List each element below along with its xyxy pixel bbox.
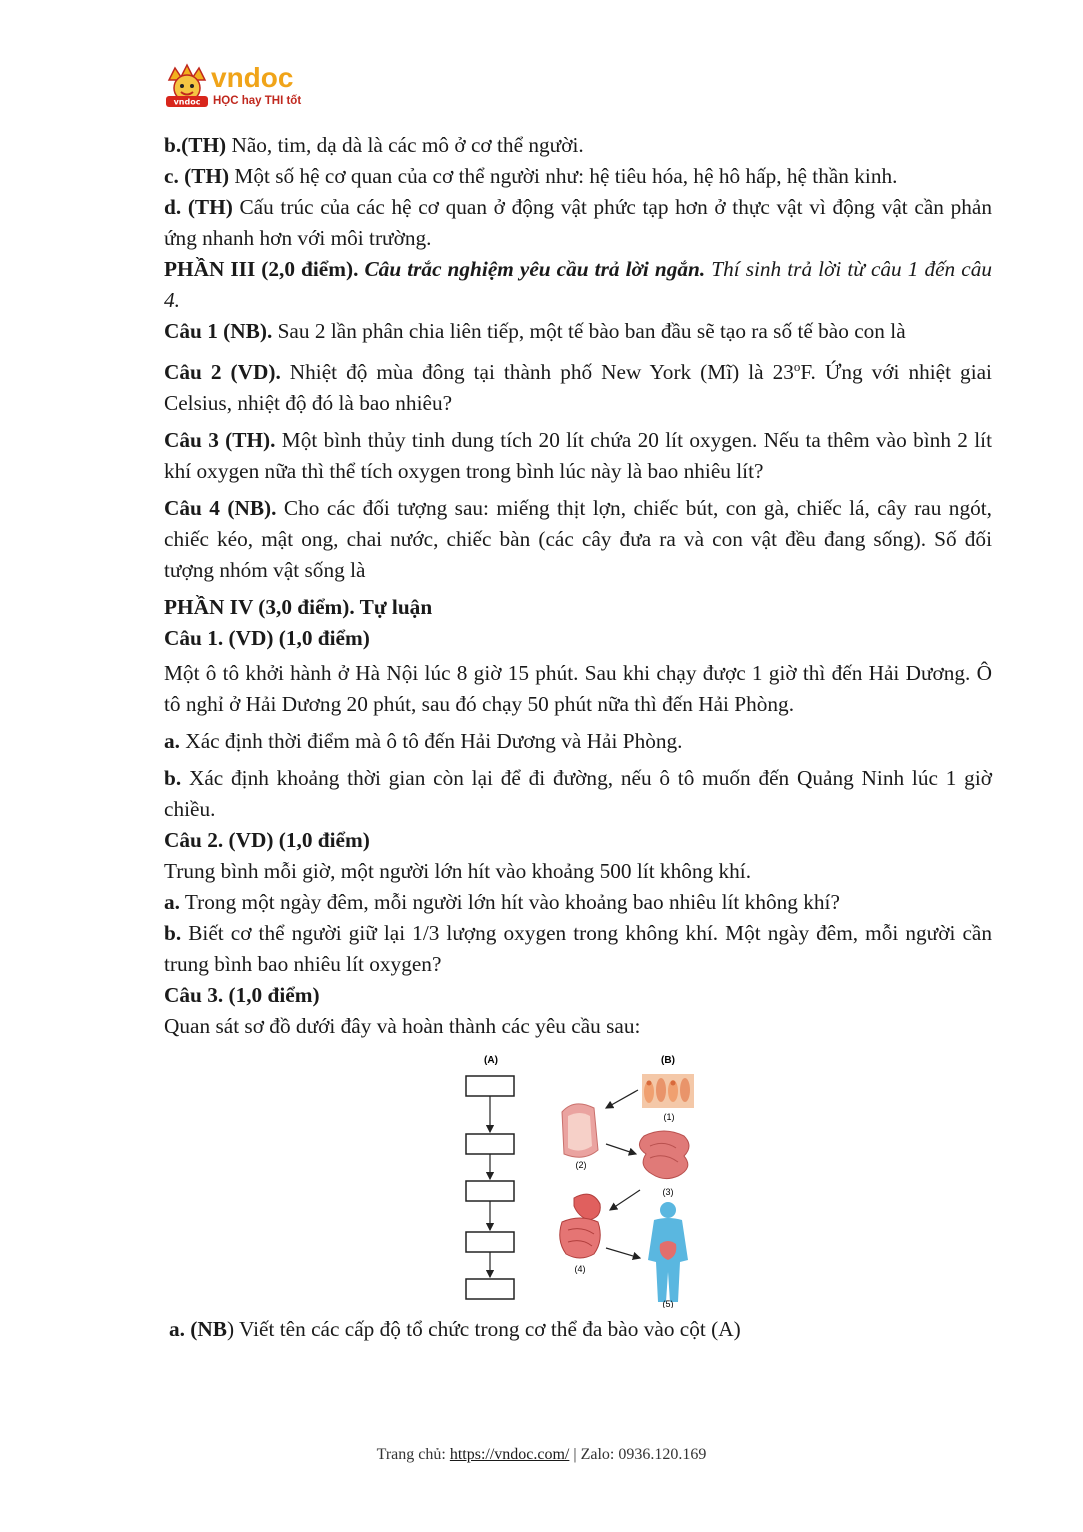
- line-b-th: b.(TH) Não, tim, dạ dà là các mô ở cơ thể người.: [164, 133, 584, 157]
- part4-heading: PHẦN IV (3,0 điểm). Tự luận: [164, 595, 433, 620]
- part4-c1-b: b. Xác định khoảng thời gian còn lại để đi đường, nếu ô tô muốn đến Quảng Ninh lúc 1 giờ chiều.: [164, 766, 992, 822]
- part4-c2-heading: Câu 2. (VD) (1,0 điểm): [164, 828, 370, 853]
- part4-c2-b: b. Biết cơ thể người giữ lại 1/3 lượng oxygen trong không khí. Một ngày đêm, mỗi người cần trung bình bao nhiêu lít oxygen?: [164, 921, 992, 977]
- mascot-icon: [163, 62, 211, 110]
- level-box: [466, 1279, 514, 1299]
- part3-q4: Câu 4 (NB). Cho các đối tượng sau: miếng thịt lợn, chiếc bút, con gà, chiếc lá, cây rau ngót, chiếc kéo, mật ong, chai nước, chiếc bàn (các cây đưa ra và con vật đều đang sống). Số đối tượng nhóm vật sống là: [164, 496, 992, 583]
- label-3: (3): [662, 1187, 674, 1198]
- human-body-image: [648, 1202, 688, 1302]
- col-b-label: (B): [661, 1055, 675, 1067]
- level-box: [466, 1076, 514, 1096]
- col-a-label: (A): [484, 1055, 498, 1067]
- cells-image: [642, 1074, 694, 1108]
- part4-c1-text: Một ô tô khởi hành ở Hà Nội lúc 8 giờ 15 phút. Sau khi chạy được 1 giờ thì đến Hải Dương. Ô tô nghỉ ở Hải Dương 20 phút, sau đó chạy 50 phút nữa thì đến Hải Phòng.: [164, 661, 992, 717]
- level-box: [466, 1134, 514, 1154]
- part4-c1-heading: Câu 1. (VD) (1,0 điểm): [164, 626, 370, 651]
- part3-q3: Câu 3 (TH). Một bình thủy tinh dung tích 20 lít chứa 20 lít oxygen. Nếu ta thêm vào bình 2 lít khí oxygen nữa thì thể tích oxygen trong bình lúc này là bao nhiêu lít?: [164, 428, 992, 484]
- line-d-th: d. (TH) Cấu trúc của các hệ cơ quan ở động vật phức tạp hơn ở thực vật vì động vật cần phản ứng nhanh hơn với môi trường.: [164, 195, 993, 250]
- level-box: [466, 1181, 514, 1201]
- level-box: [466, 1232, 514, 1252]
- part4-c3-text: Quan sát sơ đồ dưới đây và hoàn thành các yêu cầu sau:: [164, 1014, 641, 1039]
- part4-c3-a: a. (NB) Viết tên các cấp độ tổ chức trong cơ thể đa bào vào cột (A): [169, 1317, 741, 1342]
- content: [164, 130, 992, 1345]
- logo-wordmark: vndoc: [211, 62, 294, 93]
- line-c-th: c. (TH) Một số hệ cơ quan của cơ thể người như: hệ tiêu hóa, hệ hô hấp, hệ thần kinh.: [164, 164, 898, 188]
- tissue-image: [562, 1104, 598, 1157]
- home-link[interactable]: https://vndoc.com/: [449, 1446, 570, 1463]
- svg-text:vndoc: vndoc: [173, 97, 201, 107]
- arrow: [606, 1144, 636, 1154]
- part4-c1-a: a. Xác định thời điểm mà ô tô đến Hải Dương và Hải Phòng.: [164, 729, 683, 754]
- diagram: [164, 1050, 992, 1308]
- logo-tagline: HỌC hay THI tốt: [213, 95, 302, 107]
- label-5: (5): [662, 1299, 674, 1309]
- intestine-image: [639, 1131, 689, 1179]
- arrow: [610, 1190, 640, 1210]
- arrow: [606, 1248, 640, 1258]
- part4-c3-heading: Câu 3. (1,0 điểm): [164, 983, 320, 1008]
- digestive-system-image: [560, 1194, 601, 1258]
- part3-heading: PHẦN III (2,0 điểm). Câu trắc nghiệm yêu cầu trả lời ngắn. Thí sinh trả lời từ câu 1 đến câu 4.: [164, 257, 992, 312]
- label-4: (4): [574, 1264, 586, 1275]
- part3-q2: Câu 2 (VD). Nhiệt độ mùa đông tại thành phố New York (Mĩ) là 23$^o$F. Ứng với nhiệt giai Celsius, nhiệt độ đó là bao nhiêu?: [164, 359, 992, 416]
- vndoc-logo[interactable]: [163, 62, 323, 114]
- footer: Trang chủ: https://vndoc.com/ | Zalo: 0936.120.169: [376, 1446, 707, 1463]
- label-2: (2): [575, 1160, 587, 1171]
- label-1: (1): [663, 1112, 675, 1123]
- part4-c2-text: Trung bình mỗi giờ, một người lớn hít vào khoảng 500 lít không khí.: [164, 859, 752, 884]
- part4-c2-a: a. Trong một ngày đêm, mỗi người lớn hít vào khoảng bao nhiêu lít không khí?: [164, 890, 840, 915]
- part3-q1: Câu 1 (NB). Sau 2 lần phân chia liên tiếp, một tế bào ban đầu sẽ tạo ra số tế bào con là: [164, 319, 906, 343]
- arrow: [606, 1090, 638, 1108]
- organization-levels-figure: [164, 1050, 992, 1308]
